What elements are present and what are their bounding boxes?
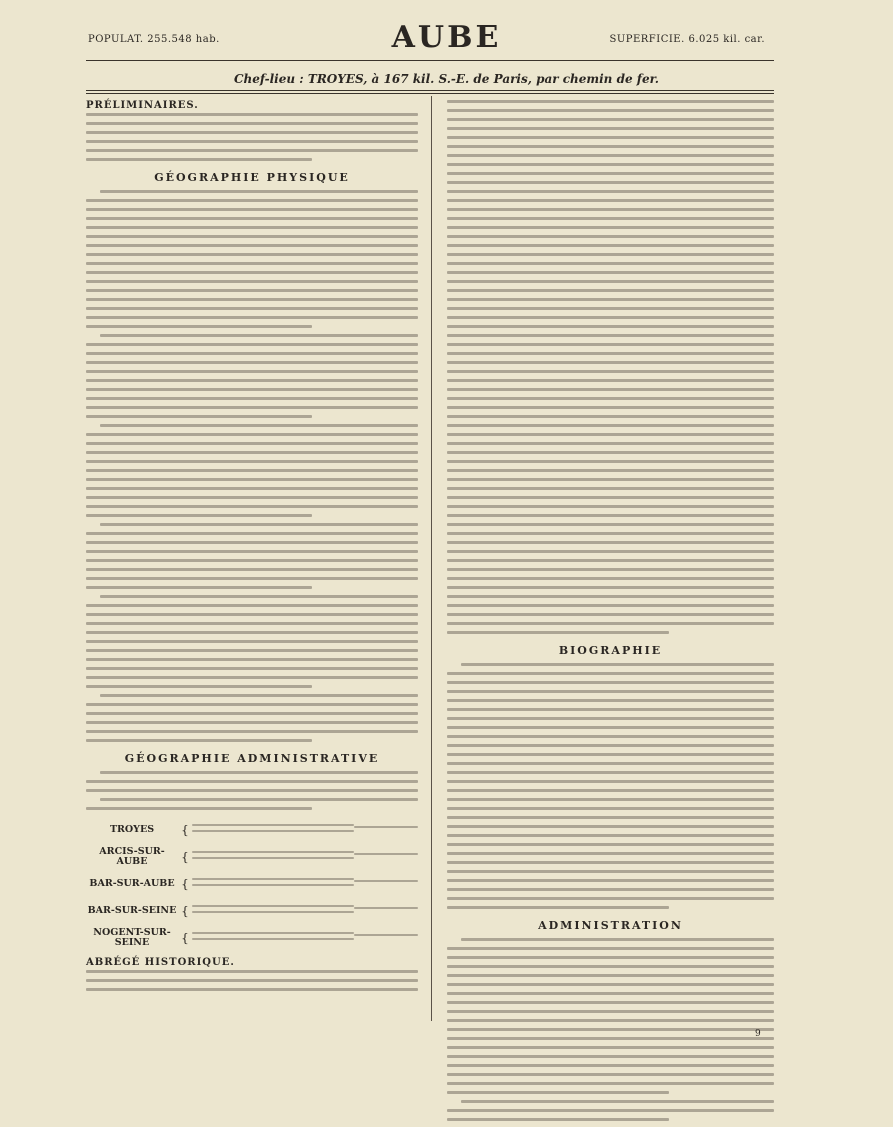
administration-text <box>447 938 774 1121</box>
subtitle-chef-lieu: Chef-lieu : TROYES, à 167 kil. S.-E. de Paris, par chemin de fer. <box>234 72 659 86</box>
arrondissement-name: ARCIS-SUR-AUBE <box>99 845 165 867</box>
right-column <box>447 100 774 1127</box>
arrondissement-row: BAR-SUR-AUBE { <box>86 870 418 897</box>
arrondissements-table <box>86 816 418 951</box>
geographie-administrative-heading: GÉOGRAPHIE ADMINISTRATIVE <box>124 752 380 765</box>
arrondissement-name: BAR-SUR-AUBE <box>89 877 175 889</box>
top-rule <box>86 60 774 61</box>
page-number: 9 <box>755 1029 761 1039</box>
abrege-historique-section <box>86 957 418 991</box>
subtitle-rule-2 <box>86 93 774 94</box>
biographie-heading: BIOGRAPHIE <box>558 644 663 657</box>
arrondissement-name: NOGENT-SUR-SEINE <box>93 926 171 948</box>
department-title: AUBE <box>391 20 502 55</box>
arrondissement-row: ARCIS-SUR-AUBE { <box>86 843 418 870</box>
biographie-text <box>447 663 774 909</box>
abrege-historique-heading: ABRÉGÉ HISTORIQUE. <box>86 957 235 968</box>
subtitle-rule-1 <box>86 90 774 91</box>
population-label: POPULAT. 255.548 hab. <box>88 34 220 45</box>
arrondissement-name: BAR-SUR-SEINE <box>87 904 177 916</box>
histoire-text <box>447 100 774 634</box>
column-divider <box>431 96 432 1021</box>
administration-heading: ADMINISTRATION <box>538 919 683 932</box>
geographie-physique-heading: GÉOGRAPHIE PHYSIQUE <box>154 171 350 184</box>
arrondissement-name: TROYES <box>109 823 155 835</box>
superficie-label: SUPERFICIE. 6.025 kil. car. <box>609 34 765 45</box>
geographie-administrative-text <box>86 771 418 810</box>
geographie-physique-text <box>86 190 418 742</box>
arrondissement-row: TROYES { <box>86 816 418 843</box>
left-column <box>86 100 418 997</box>
preliminaires-section <box>86 100 418 161</box>
arrondissement-row: BAR-SUR-SEINE { <box>86 897 418 924</box>
preliminaires-heading: PRÉLIMINAIRES. <box>86 100 199 111</box>
arrondissement-row: NOGENT-SUR-SEINE { <box>86 924 418 951</box>
